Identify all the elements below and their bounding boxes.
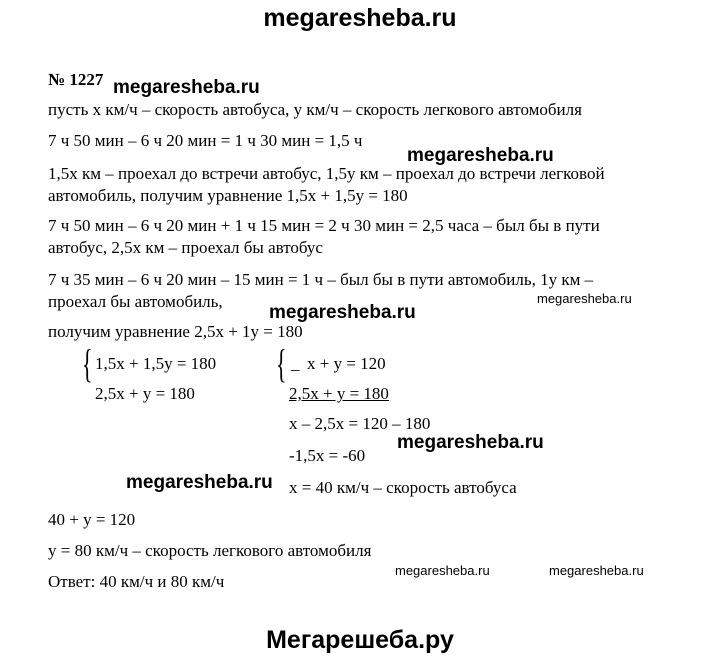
solution-step: х = 40 км/ч – скорость автобуса <box>289 478 517 497</box>
text-line: 1,5х км – проехал до встречи автобус, 1,5у км – проехал до встречи легковой <box>48 164 605 183</box>
system-brace: { <box>276 341 287 386</box>
text-line: 7 ч 35 мин – 6 ч 20 мин – 15 мин = 1 ч – был бы в пути автомобиль, 1у км – <box>48 270 594 289</box>
watermark: megaresheba.ru <box>269 302 416 323</box>
watermark: megaresheba.ru <box>395 563 490 578</box>
text-line: проехал бы автомобиль, <box>48 292 223 311</box>
site-footer-logo: Мегарешеба.ру <box>266 626 454 654</box>
text-line: 7 ч 50 мин – 6 ч 20 мин = 1 ч 30 мин = 1,5 ч <box>48 131 363 150</box>
system2-eq2: 2,5х + у = 180 <box>289 384 389 403</box>
solution-step: 40 + у = 120 <box>48 510 136 529</box>
watermark: megaresheba.ru <box>397 432 544 453</box>
system1-eq1: 1,5х + 1,5у = 180 <box>95 354 217 373</box>
system-brace: { <box>82 341 93 386</box>
watermark: megaresheba.ru <box>407 145 554 166</box>
system2-eq1: х + у = 120 <box>307 354 386 373</box>
problem-number: № 1227 <box>48 70 104 89</box>
solution-step: х – 2,5х = 120 – 180 <box>289 414 431 433</box>
watermark: megaresheba.ru <box>113 77 260 98</box>
site-header-logo: megaresheba.ru <box>263 4 457 32</box>
answer-line: Ответ: 40 км/ч и 80 км/ч <box>48 572 225 591</box>
solution-step: -1,5х = -60 <box>289 446 366 465</box>
watermark: megaresheba.ru <box>549 563 644 578</box>
solution-step: у = 80 км/ч – скорость легкового автомобиля <box>48 541 372 560</box>
system1-eq2: 2,5х + у = 180 <box>95 384 195 403</box>
subtract-sign: _ <box>291 354 300 373</box>
watermark: megaresheba.ru <box>126 472 273 493</box>
text-line: автобус, 2,5х км – проехал бы автобус <box>48 238 323 257</box>
text-line: получим уравнение 2,5х + 1у = 180 <box>48 322 303 341</box>
text-line: автомобиль, получим уравнение 1,5х + 1,5у = 180 <box>48 186 408 205</box>
text-line: 7 ч 50 мин – 6 ч 20 мин + 1 ч 15 мин = 2 ч 30 мин = 2,5 часа – был бы в пути <box>48 216 600 235</box>
watermark: megaresheba.ru <box>537 291 632 306</box>
text-line: пусть х км/ч – скорость автобуса, у км/ч – скорость легкового автомобиля <box>48 100 582 119</box>
